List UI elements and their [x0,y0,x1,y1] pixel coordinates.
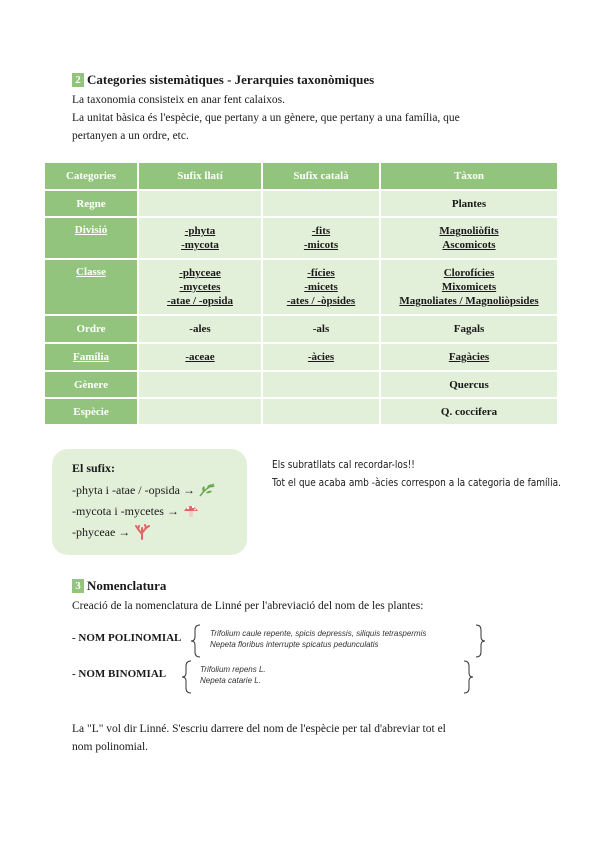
note-line-1: Els subratllats cal recordar-los!! [272,458,415,471]
suffix: -fits [311,225,331,237]
taxon: Fagàcies [448,351,490,363]
leaf-icon [198,482,216,498]
taxonomy-table [43,161,559,426]
latin-suffix-cell [138,190,262,217]
category-label: Classe [76,266,106,278]
nomenclature-intro: Creació de la nomenclatura de Linné per l'abreviació del nom de les plantes: [72,600,424,612]
catalan-suffix-cell [262,259,380,315]
suffix-line-text: -phyceae → [72,524,131,539]
intro-line-1: La taxonomia consisteix en anar fent calaixos. [72,94,285,106]
category-cell: Ordre [44,315,138,343]
suffix: -aceae [185,351,215,363]
suffix: -atae / -opsida [167,295,233,307]
suffix-line-text: -phyta i -atae / -opsida → [72,482,195,497]
catalan-suffix-cell: -als [262,315,380,343]
table-row [44,190,558,217]
polinomial-line: Nepeta floribus interrupte spicatus pedunculatis [210,640,379,649]
note-line-2: Tot el que acaba amb -àcies correspon a la categoria de família. [272,476,561,489]
binomial-line: Trifolium repens L. [200,665,266,674]
binomial-label: - NOM BINOMIAL [72,668,167,680]
section-3-heading [72,578,166,594]
closing-line-2: nom polinomial. [72,741,149,753]
polinomial-line: Trifolium caule repente, spicis depressis, siliquis tetraspermis [210,629,427,638]
left-brace [181,660,193,694]
section-3-title: Nomenclatura [87,578,167,593]
right-brace [474,624,486,658]
polinomial-examples [210,628,426,650]
section-number-badge: 2 [72,73,84,87]
catalan-suffix-cell [262,217,380,259]
suffix-box-title: El sufix: [72,461,116,475]
catalan-suffix-cell [262,371,380,398]
latin-suffix-cell [138,217,262,259]
taxon-cell: Q. coccifera [380,398,558,425]
table-row [44,371,558,398]
suffix-line-text: -mycota i -mycetes → [72,503,179,518]
latin-suffix-cell [138,371,262,398]
suffix-line-1 [72,482,216,498]
category-cell [44,343,138,371]
section-2-heading [72,72,374,88]
suffix-line-2 [72,503,200,519]
suffix-box [52,449,247,555]
table-row [44,217,558,259]
suffix: -phyta [184,225,216,237]
taxon: Clorofícies [443,267,495,279]
table-header-row [44,162,558,190]
category-cell: Espècie [44,398,138,425]
header-catalan-suffix: Sufix català [262,162,380,190]
catalan-suffix-cell [262,343,380,371]
taxon-cell: Fagals [380,315,558,343]
category-label: Família [72,351,110,363]
table-row [44,343,558,371]
suffix: -mycota [181,239,219,251]
suffix: -ates / -òpsides [286,295,356,307]
latin-suffix-cell: -ales [138,315,262,343]
category-cell [44,217,138,259]
taxon: Magnoliates / Magnoliòpsides [399,295,539,307]
suffix: -fícies [307,267,335,279]
taxon: Mixomicets [441,281,497,293]
left-brace [190,624,202,658]
suffix: -phyceae [179,267,221,279]
catalan-suffix-cell [262,190,380,217]
taxon: Magnoliòfits [439,225,499,237]
category-cell: Gènere [44,371,138,398]
section-number-badge: 3 [72,579,84,593]
table-row [44,315,558,343]
right-brace [462,660,474,694]
intro-line-3: pertanyen a un ordre, etc. [72,130,189,142]
suffix: -micots [303,239,339,251]
category-cell: Regne [44,190,138,217]
seaweed-icon [133,524,151,540]
binomial-line: Nepeta catarie L. [200,676,261,685]
category-label: Divisió [74,224,108,236]
intro-line-2: La unitat bàsica és l'espècie, que pertany a un gènere, que pertany a una família, que [72,112,460,124]
suffix: -micets [304,281,338,293]
latin-suffix-cell [138,398,262,425]
header-taxon: Tàxon [380,162,558,190]
intro-paragraph [72,91,460,145]
polinomial-label: - NOM POLINOMIAL [72,632,182,644]
table-row [44,259,558,315]
taxon-cell: Quercus [380,371,558,398]
table-row [44,398,558,425]
binomial-examples [200,664,266,686]
taxon-cell [380,217,558,259]
taxon-cell [380,343,558,371]
latin-suffix-cell [138,259,262,315]
suffix-line-3 [72,524,151,540]
header-latin-suffix: Sufix llatí [138,162,262,190]
suffix: -àcies [307,351,335,363]
closing-paragraph [72,720,542,756]
closing-line-1: La "L" vol dir Linné. S'escriu darrere del nom de l'espècie per tal d'abreviar tot el [72,723,446,735]
header-categories: Categories [44,162,138,190]
category-cell [44,259,138,315]
taxon-cell [380,259,558,315]
section-2-title: Categories sistemàtiques - Jerarquies taxonòmiques [87,72,375,87]
latin-suffix-cell [138,343,262,371]
taxon: Ascomicots [442,239,496,251]
catalan-suffix-cell [262,398,380,425]
mushroom-icon [182,503,200,519]
suffix: -mycetes [179,281,221,293]
taxon-cell: Plantes [380,190,558,217]
